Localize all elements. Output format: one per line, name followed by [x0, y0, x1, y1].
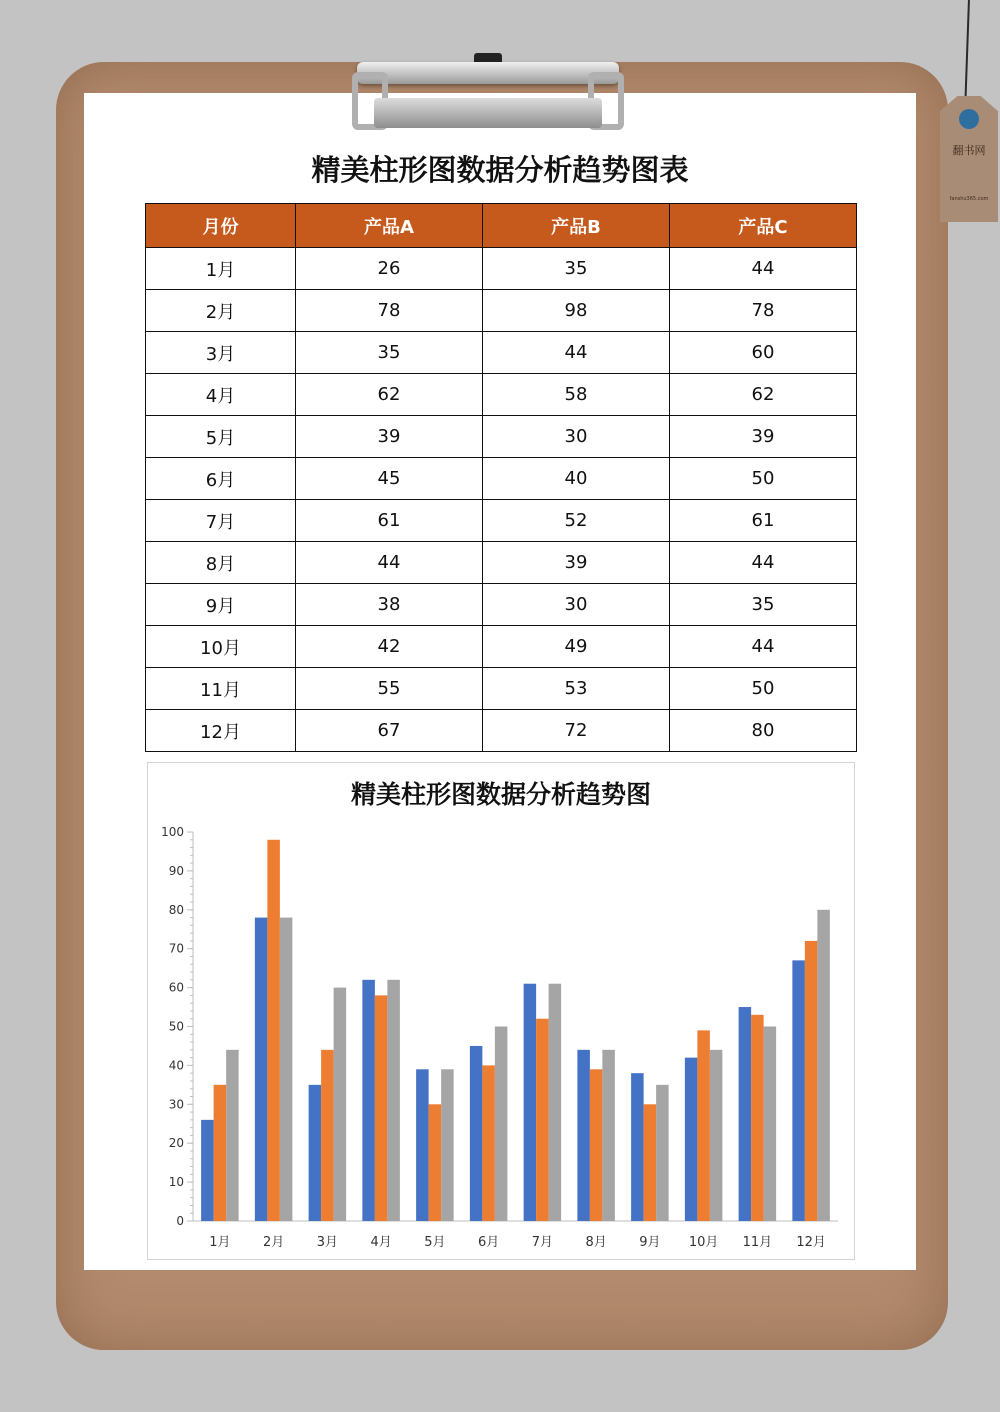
cell-product-b: 30: [483, 416, 670, 458]
cell-product-b: 30: [483, 584, 670, 626]
table-row: [146, 626, 857, 668]
cell-product-a: 44: [296, 542, 483, 584]
tag-hole-icon: [959, 109, 979, 129]
table-row: [146, 710, 857, 752]
bar-product-c: [656, 1085, 669, 1221]
table-row: [146, 416, 857, 458]
bar-product-a: [685, 1058, 698, 1221]
bar-product-c: [710, 1050, 723, 1221]
tag-logo-subtext: fanshu365.com: [949, 196, 989, 202]
table-row: [146, 584, 857, 626]
cell-month: 11月: [146, 668, 296, 710]
cell-month: 10月: [146, 626, 296, 668]
x-tick-label: 1月: [209, 1235, 231, 1250]
bar-product-b: [536, 1019, 549, 1221]
table-header-row: [146, 204, 857, 248]
cell-product-b: 58: [483, 374, 670, 416]
header-product-c: 产品C: [670, 204, 857, 248]
cell-month: 1月: [146, 248, 296, 290]
y-tick-label: 20: [168, 1136, 184, 1151]
bar-product-c: [280, 918, 293, 1221]
cell-product-b: 35: [483, 248, 670, 290]
cell-product-a: 38: [296, 584, 483, 626]
x-tick-label: 6月: [477, 1235, 500, 1250]
cell-product-c: 50: [670, 458, 857, 500]
cell-product-b: 98: [483, 290, 670, 332]
bar-product-b: [482, 1065, 495, 1221]
cell-month: 5月: [146, 416, 296, 458]
y-tick-label: 0: [176, 1214, 184, 1228]
x-tick-label: 4月: [370, 1235, 392, 1250]
bar-product-c: [602, 1050, 615, 1221]
header-product-a: 产品A: [296, 204, 483, 248]
y-tick-label: 60: [168, 980, 184, 995]
bar-product-b: [375, 995, 388, 1221]
cell-product-b: 44: [483, 332, 670, 374]
chart-container: [147, 762, 855, 1260]
y-tick-label: 50: [168, 1019, 184, 1034]
cell-product-c: 60: [670, 332, 857, 374]
cell-product-b: 72: [483, 710, 670, 752]
cell-product-a: 45: [296, 458, 483, 500]
clip-bar: [357, 62, 619, 84]
x-tick-label: 3月: [316, 1235, 339, 1250]
x-tick-label: 12月: [796, 1235, 826, 1250]
table-row: [146, 374, 857, 416]
table-row: [146, 668, 857, 710]
cell-month: 7月: [146, 500, 296, 542]
bar-product-b: [751, 1015, 764, 1221]
cell-product-a: 26: [296, 248, 483, 290]
cell-product-a: 62: [296, 374, 483, 416]
bar-product-a: [309, 1085, 322, 1221]
tag-logo-text: 翻书网: [952, 144, 986, 157]
table-row: [146, 458, 857, 500]
cell-product-c: 62: [670, 374, 857, 416]
tag-string: [964, 0, 970, 112]
bar-product-c: [387, 980, 400, 1221]
x-tick-label: 2月: [262, 1235, 285, 1250]
bar-product-a: [255, 918, 268, 1221]
cell-product-c: 35: [670, 584, 857, 626]
cell-product-a: 67: [296, 710, 483, 752]
bar-product-c: [334, 988, 347, 1221]
bar-product-c: [817, 910, 830, 1221]
bar-product-a: [739, 1007, 752, 1221]
bar-product-a: [416, 1069, 429, 1221]
cell-product-a: 35: [296, 332, 483, 374]
cell-product-a: 39: [296, 416, 483, 458]
bar-product-a: [201, 1120, 214, 1221]
x-tick-label: 11月: [742, 1235, 773, 1250]
cell-month: 6月: [146, 458, 296, 500]
bar-product-a: [792, 960, 805, 1221]
cell-product-c: 44: [670, 626, 857, 668]
y-tick-label: 10: [168, 1175, 184, 1190]
cell-month: 8月: [146, 542, 296, 584]
cell-product-a: 78: [296, 290, 483, 332]
bar-chart: [148, 763, 854, 1259]
data-table: [145, 203, 857, 752]
cell-month: 12月: [146, 710, 296, 752]
header-product-b: 产品B: [483, 204, 670, 248]
cell-month: 4月: [146, 374, 296, 416]
bar-product-b: [644, 1104, 657, 1221]
cell-product-c: 44: [670, 248, 857, 290]
cell-product-b: 52: [483, 500, 670, 542]
bar-product-a: [362, 980, 375, 1221]
bar-product-b: [590, 1069, 603, 1221]
bar-product-b: [214, 1085, 227, 1221]
table-row: [146, 248, 857, 290]
header-month: 月份: [146, 204, 296, 248]
bar-product-a: [470, 1046, 483, 1221]
bar-product-c: [764, 1027, 777, 1222]
x-tick-label: 8月: [585, 1235, 607, 1250]
bar-product-c: [495, 1027, 508, 1222]
document-title: 精美柱形图数据分析趋势图表: [311, 153, 689, 187]
y-tick-label: 40: [168, 1058, 184, 1073]
bar-product-b: [429, 1104, 442, 1221]
x-tick-label: 9月: [639, 1235, 661, 1250]
cell-product-a: 42: [296, 626, 483, 668]
x-tick-label: 5月: [424, 1235, 446, 1250]
table-row: [146, 542, 857, 584]
cell-month: 2月: [146, 290, 296, 332]
chart-title: 精美柱形图数据分析趋势图: [350, 780, 652, 809]
table-row: [146, 290, 857, 332]
bar-product-a: [577, 1050, 590, 1221]
bar-product-a: [524, 984, 537, 1221]
bar-product-a: [631, 1073, 644, 1221]
x-tick-label: 10月: [688, 1235, 719, 1250]
y-tick-label: 100: [161, 825, 184, 839]
y-tick-label: 80: [168, 902, 184, 917]
table-row: [146, 332, 857, 374]
y-tick-label: 70: [168, 941, 184, 956]
cell-product-c: 44: [670, 542, 857, 584]
cell-product-c: 39: [670, 416, 857, 458]
clip-base: [374, 98, 602, 128]
bar-product-c: [226, 1050, 239, 1221]
cell-product-c: 50: [670, 668, 857, 710]
bar-product-c: [441, 1069, 454, 1221]
cell-product-b: 39: [483, 542, 670, 584]
cell-product-a: 61: [296, 500, 483, 542]
cell-product-c: 61: [670, 500, 857, 542]
bar-product-c: [549, 984, 562, 1221]
x-tick-label: 7月: [531, 1235, 554, 1250]
bar-product-b: [697, 1030, 710, 1221]
cell-product-b: 53: [483, 668, 670, 710]
bar-product-b: [805, 941, 818, 1221]
cell-month: 9月: [146, 584, 296, 626]
y-tick-label: 30: [168, 1097, 184, 1112]
cell-product-a: 55: [296, 668, 483, 710]
cell-product-c: 80: [670, 710, 857, 752]
y-tick-label: 90: [168, 863, 184, 878]
cell-product-c: 78: [670, 290, 857, 332]
cell-month: 3月: [146, 332, 296, 374]
cell-product-b: 49: [483, 626, 670, 668]
bar-product-b: [267, 840, 280, 1221]
bar-product-b: [321, 1050, 334, 1221]
cell-product-b: 40: [483, 458, 670, 500]
table-row: [146, 500, 857, 542]
